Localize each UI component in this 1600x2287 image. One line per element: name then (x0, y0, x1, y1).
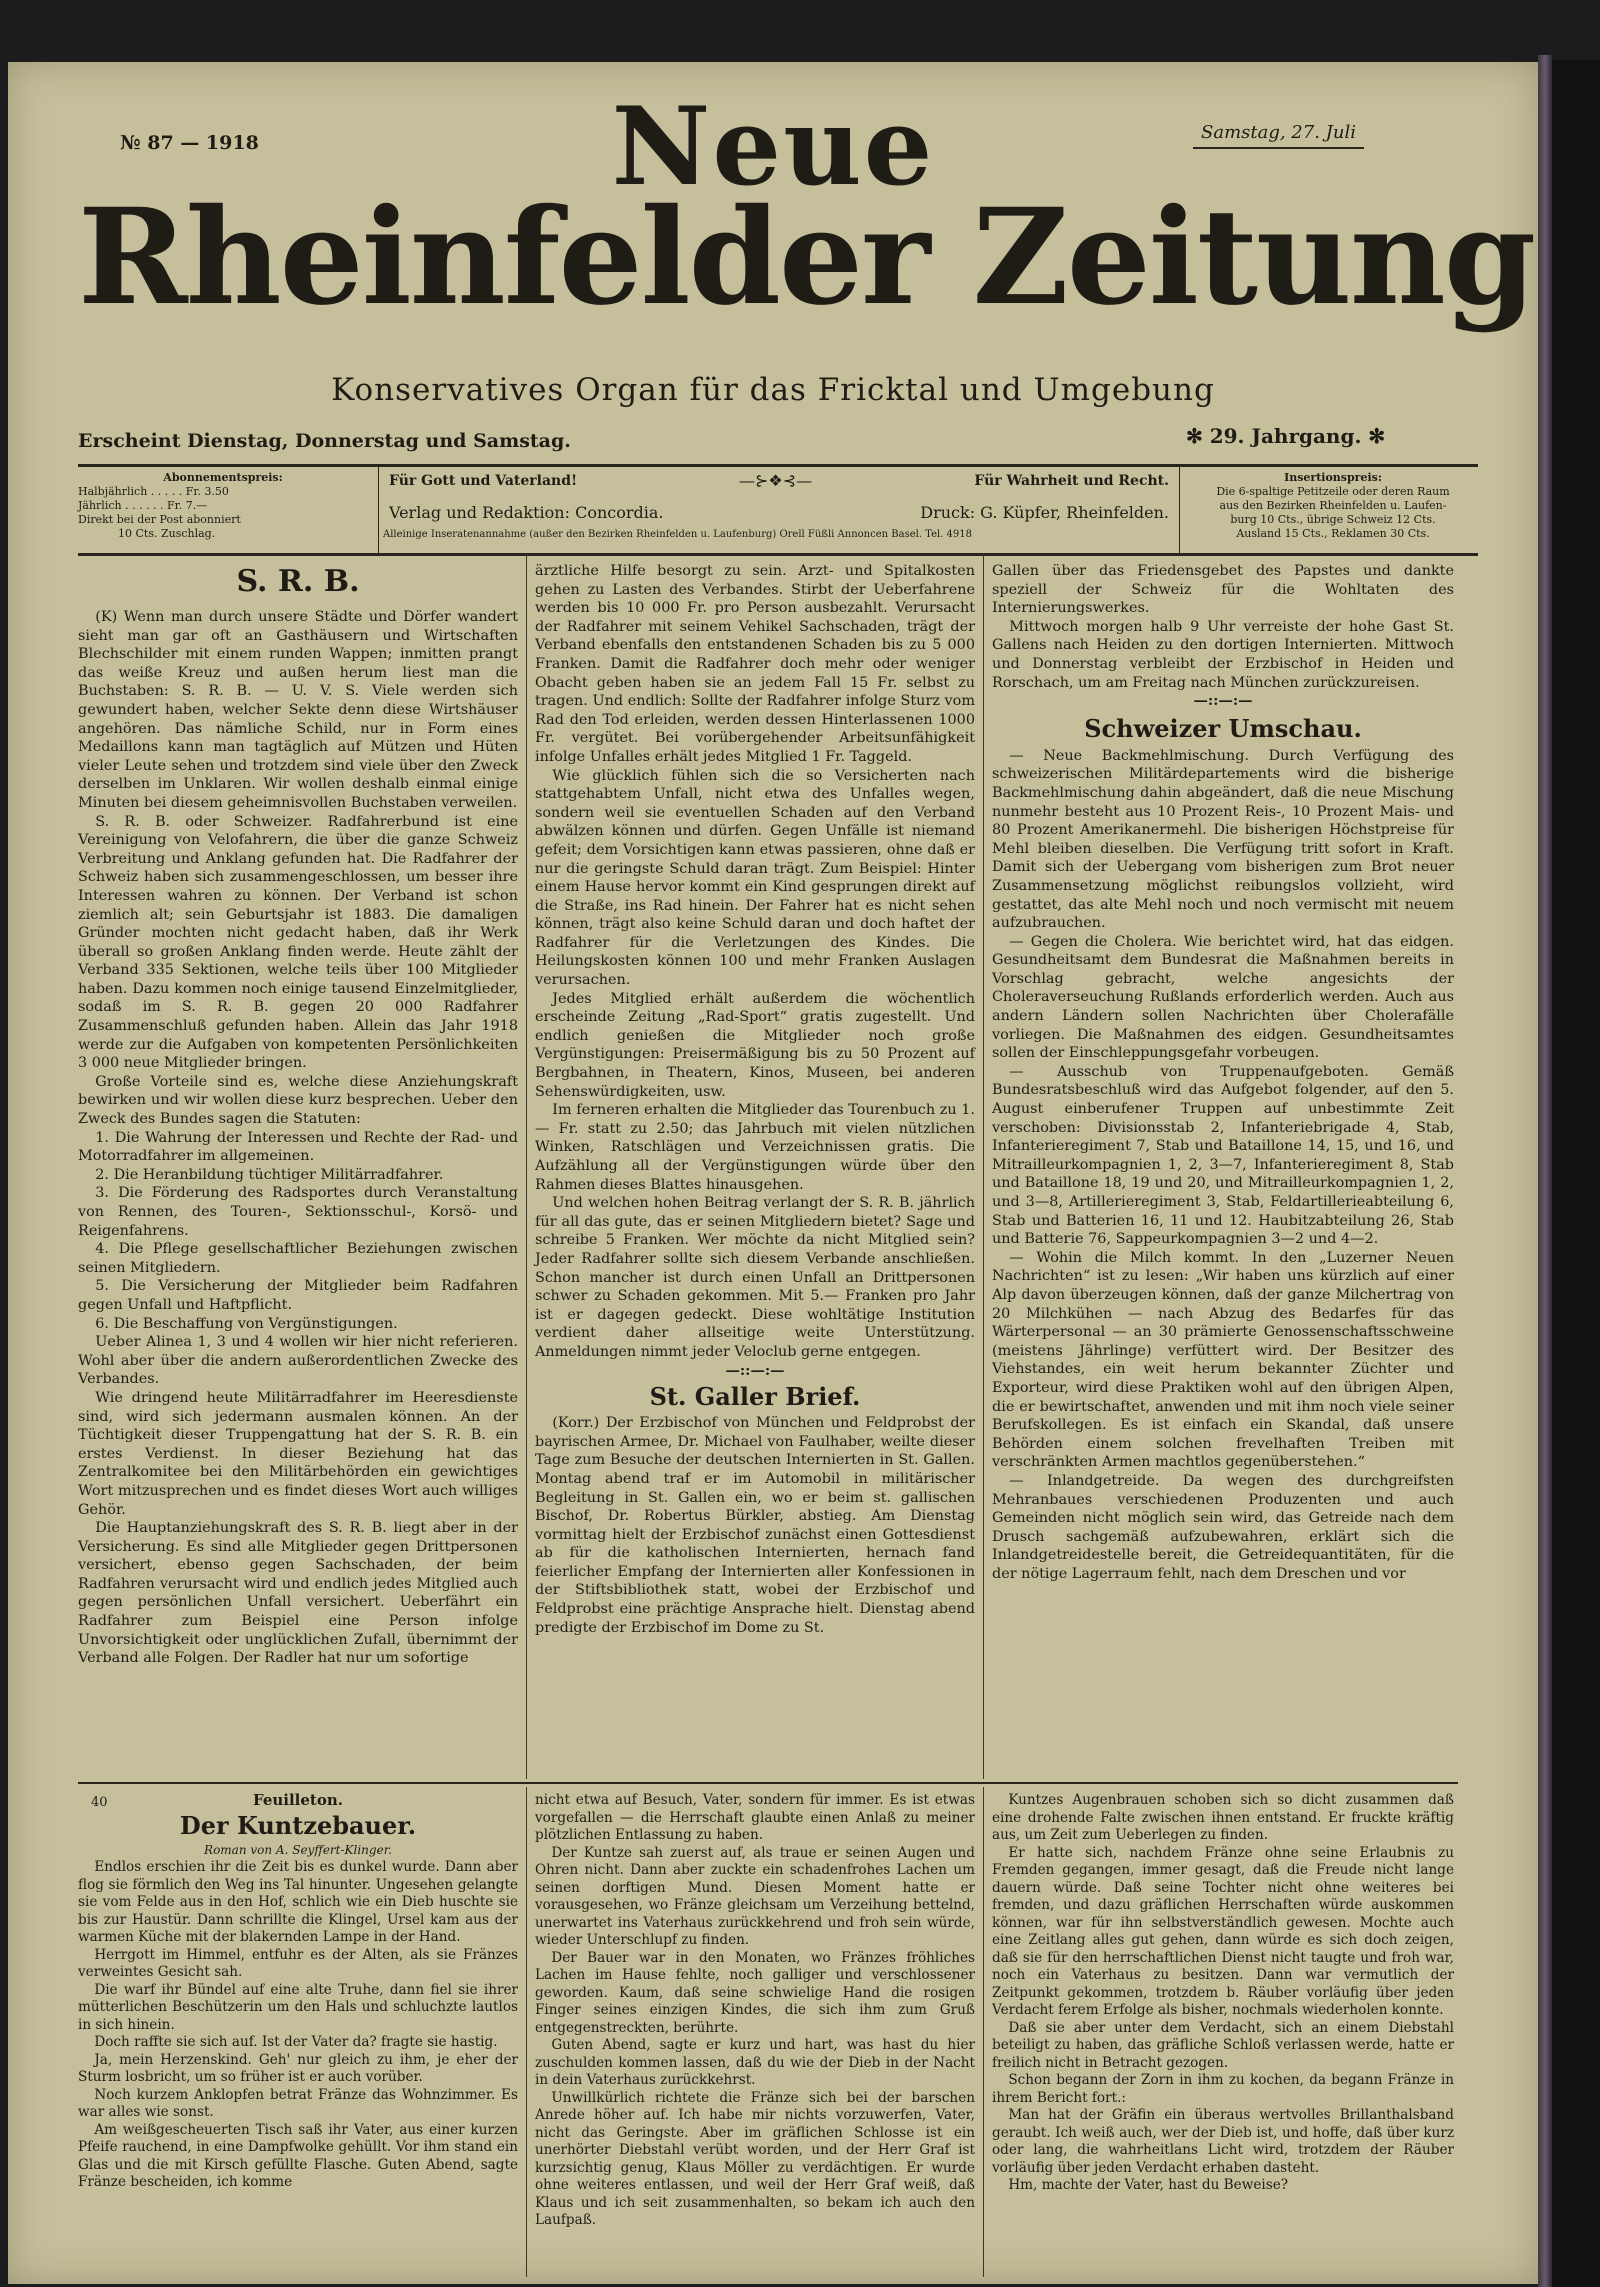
paragraph: Guten Abend, sagte er kurz und hart, was hast du hier zuschulden kommen lassen, daß du wie der Dieb in der Nacht in dein Vaterhaus zurückkehrst. (535, 2037, 975, 2088)
paragraph: Am weißgescheuerten Tisch saß ihr Vater, aus einer kurzen Pfeife rauchend, in eine Dampfwolke gehüllt. Vor ihm stand ein Glas und die mit Kirsch gefüllte Flasche. Guten Abend, sagte Fränze bescheiden, ich komme (78, 2121, 518, 2190)
subscription-prices (78, 471, 368, 541)
ad-price-line: aus den Bezirken Rheinfelden u. Laufen- (1219, 499, 1447, 512)
printer: Druck: G. Küpfer, Rheinfelden. (920, 503, 1169, 522)
paragraph: Er hatte sich, nachdem Fränze ohne seine Erlaubnis zu Fremden gegangen, immer gesagt, daß die Freude nicht lange dauern würde. Daß seine Tochter nicht ohne weiteres bei fremden, und dazu gräflichen Herrschaften würde auskommen können, war für ihn selbstverständlich gewesen. Mochte auch eine Zeitlang alles gut gehen, dann würde es sich doch zeigen, daß sie für den herrschaftlichen Dienst nicht taugte und froh war, noch ein Vaterhaus zu besitzen. Dann war vermutlich der Zeitpunkt gekommen, trotzdem b. Räuber vorläufig über jeden Verdacht ferem Erfolge als bisher, nochmals wiederholen konnte. (992, 1844, 1454, 2018)
abo-line: 10 Cts. Zuschlag. (118, 527, 216, 540)
paragraph: Ueber Alinea 1, 3 und 4 wollen wir hier nicht referieren. Wohl aber über die andern außerordentlichen Zwecke des Verbandes. (78, 1334, 518, 1388)
paragraph: Endlos erschien ihr die Zeit bis es dunkel wurde. Dann aber flog sie förmlich den Weg ins Tal hinunter. Ungesehen gelangte sie vom Felde aus in den Hof, schlich wie ein Dieb huschte sie bis zur Haustür. Dann schrillte die Klingel, Ursel kam aus der warmen Küche mit der blakernden Lampe in der Hand. (78, 1859, 518, 1945)
ad-acceptance: Alleinige Inseratenannahme (außer den Bezirken Rheinfelden u. Laufenburg) Orell Füßli Annoncen Basel. Tel. 4918 (383, 529, 972, 540)
motto-left: Für Gott und Vaterland! (389, 473, 578, 489)
column-divider (983, 554, 984, 1779)
paragraph: Schon begann der Zorn in ihm zu kochen, da begann Fränze in ihrem Bericht fort.: (992, 2072, 1454, 2106)
paragraph: — Gegen die Cholera. Wie berichtet wird, hat das eidgen. Gesundheitsamt dem Bundesrat die Maßnahmen bereits in Vorschlag gebracht, welche angesichts der Choleraverseuchung Rußlands erforderlich werden. Auch aus andern Ländern sollen Nachrichten über Cholerafälle vorliegen. Die Maßnahmen des eidgen. Gesundheitsamtes sollen der Einschleppungsgefahr vorbeugen. (992, 933, 1454, 1062)
volume-year: ✻ 29. Jahrgang. ✻ (1186, 424, 1386, 448)
ad-price-title: Insertionspreis: (1284, 471, 1382, 484)
paragraph: Die Hauptanziehungskraft des S. R. B. liegt aber in der Versicherung. Es sind alle Mitglieder gegen Drittpersonen versichert, ebenso gegen Sachschaden, der beim Radfahren verursacht wird und endlich jedes Mitglied auch gegen persönlichen Unfall versichert. Ueberfährt ein Radfahrer zum Beispiel eine Person infolge Unvorsichtigkeit oder unglücklichen Zufall, übernimmt der Verband alle Folgen. Der Radler hat nur um sofortige (78, 1520, 518, 1667)
paragraph: 1. Die Wahrung der Interessen und Rechte der Rad- und Motorradfahrer im allgemeinen. (78, 1129, 518, 1165)
page-number: 40 (91, 1795, 108, 1810)
paragraph: 6. Die Beschaffung von Vergünstigungen. (95, 1315, 398, 1332)
feuilleton-column-3 (992, 1792, 1454, 2195)
publication-days: Erscheint Dienstag, Donnerstag und Samstag. (78, 430, 571, 452)
paragraph: Mittwoch morgen halb 9 Uhr verreiste der hohe Gast St. Gallens nach Heiden zu den dortigen Internierten. Mittwoch und Donnerstag verbleibt der Erzbischof in Heiden und Rorschach, um am Freitag nach München zurückzureisen. (992, 618, 1454, 691)
paragraph: — Neue Backmehlmischung. Durch Verfügung des schweizerischen Militärdepartements wird die bisherige Backmehlmischung dahin abgeändert, daß die neue Mischung nunmehr besteht aus 10 Prozent Reis-, 10 Prozent Mais- und 80 Prozent Amerikanermehl. Die bisherigen Höchstpreise für Mehl bleiben dieselben. Die Verfügung tritt sofort in Kraft. Damit sich der Uebergang vom bisherigen zum Brot neuer Zusammensetzung möglichst reibungslos vollzieht, wird gestattet, das alte Mehl noch und noch vermischt mit neuem aufzubrauchen. (992, 747, 1454, 932)
paragraph: Im ferneren erhalten die Mitglieder das Tourenbuch zu 1.— Fr. statt zu 2.50; das Jahrbuch mit vielen nützlichen Winken, Ratschlägen und Verzeichnissen gratis. Die Aufzählung all der Vergünstigungen würde über den Rahmen dieses Blattes hinausgehen. (535, 1102, 975, 1193)
st-galler-heading: St. Galler Brief. (649, 1382, 861, 1412)
feuilleton-column-2 (535, 1792, 975, 2230)
publisher: Verlag und Redaktion: Concordia. (389, 503, 664, 522)
paragraph: — Wohin die Milch kommt. In den „Luzerner Neuen Nachrichten“ ist zu lesen: „Wir haben uns kürzlich auf einer Alp davon überzeugen können, daß der ganze Milchertrag von 20 Milchkühen — nach Abzug des Bedarfes für das Wärterpersonal — an 30 prämierte Genossenschaftsschweine (meistens Jährlinge) verfüttert wird. Der Besitzer des Viehstandes, ein weit herum bekannter Züchter und Exporteur, wird diese Praktiken wohl auf den übrigen Alpen, die er bewirtschaftet, anwenden und mit ihm noch viele seiner Berufskollegen. Es ist einfach ein Skandal, daß unsere Behörden einem solchen frevelhaften Treiben mit verschränkten Armen machtlos gegenüberstehen.“ (992, 1249, 1454, 1471)
paragraph: Gallen über das Friedensgebet des Papstes und dankte speziell der Schweiz für die Wohltaten des Internierungswerkes. (992, 563, 1454, 617)
paragraph: ärztliche Hilfe besorgt zu sein. Arzt- und Spitalkosten gehen zu Lasten des Verbandes. Stirbt der Ueberfahrene werden bis 10 000 Fr. pro Person ausbezahlt. Verursacht der Radfahrer mit seinem Vehikel Sachschaden, trägt der Verband ebenfalls den entstandenen Schaden bis zu 5 000 Franken. Damit die Radfahrer doch mehr oder weniger Obacht geben haben sie an jedem Fall 15 Fr. selbst zu tragen. Und endlich: Sollte der Radfahrer infolge Sturz vom Rad den Tod erleiden, werden dessen Hinterlassenen 1000 Fr. vergütet. Bei vorübergehender Arbeitsunfähigkeit infolge Unfalles erhält jedes Mitglied 1 Fr. Taggeld. (535, 563, 975, 765)
paragraph: S. R. B. oder Schweizer. Radfahrerbund ist eine Vereinigung von Velofahrern, die über die ganze Schweiz Verbreitung und Anklang gefunden hat. Die Radfahrer der Schweiz haben sich zusammengeschlossen, um besser ihre Interessen wahren zu können. Der Verband ist schon ziemlich alt; sein Geburtsjahr ist 1883. Die damaligen Gründer mochten nicht gedacht haben, daß ihr Werk überall so großen Anklang finden werde. Heute zählt der Verband 335 Sektionen, welche teils über 100 Mitglieder haben. Dazu kommen noch einige tausend Einzelmitglieder, sodaß im S. R. B. gegen 20 000 Radfahrer Zusammenschluß gefunden haben. Allein das Jahr 1918 werde zur die Aufgaben von kompetenten Persönlichkeiten 3 000 neue Mitglieder bringen. (78, 813, 518, 1072)
paragraph: Unwillkürlich richtete die Fränze sich bei der barschen Anrede höher auf. Ich habe mir nichts vorzuwerfen, Vater, nicht das Geringste. Aber im gräflichen Schlosse ist ein unerhörter Diebstahl verübt worden, und der Herr Graf ist kurzsichtig genug, Klaus Möller zu verdächtigen. Er wurde ohne weiteres entlassen, und weil der Herr Graf weiß, daß Klaus und ich seit zusammenhalten, so bekam ich auch den Laufpaß. (535, 2089, 975, 2228)
newspaper-page (8, 62, 1538, 2284)
paragraph: Jedes Mitglied erhält außerdem die wöchentlich erscheinde Zeitung „Rad-Sport“ gratis zugestellt. Und endlich genießen die Mitglieder noch große Vergünstigungen: Preisermäßigung bis zu 50 Prozent auf Bergbahnen, in Theatern, Kinos, Museen, bei anderen Sehenswürdigkeiten, usw. (535, 990, 975, 1100)
column-divider (526, 554, 527, 1779)
ornament: —⊱❖⊰— (739, 471, 813, 490)
abo-line: Direkt bei der Post abonniert (78, 513, 241, 526)
paragraph: — Ausschub von Truppenaufgeboten. Gemäß Bundesratsbeschluß wird das Aufgebot folgender, auf den 5. August einberufener Truppen auf unbestimmte Zeit verschoben: Divisionsstab 2, Infanteriebrigade 4, Stab, Infanterieregiment 7, Stab und Bataillone 14, 15, und 16, und Mitrailleurkompagnien 1, 2, 3—7, Infanterieregiment 8, Stab und Bataillone 18, 19 und 20, und Mitrailleurkompagnien 1, 2, und 3—8, Artillerieregiment 3, Stab, Feldartillerieabteilung 6, Stab und Batterien 16, 11 und 12. Haubitzabteilung 26, Stab und Batterie 76, Sappeurkompagnien 3—2 und 4—2. (992, 1063, 1454, 1248)
paragraph: (Korr.) Der Erzbischof von München und Feldprobst der bayrischen Armee, Dr. Michael von Faulhaber, weilte dieser Tage zum Besuche der deutschen Internierten in St. Gallen. Montag abend traf er im Automobil in militärischer Begleitung in St. Gallen ein, wo er beim st. gallischen Bischof, Dr. Robertus Bürkler, abstieg. Am Dienstag vormittag hielt der Erzbischof zunächst einen Gottesdienst ab für die katholischen Internierten, hernach fand feierlicher Empfang der Internierten aller Konfessionen in der Stiftsbibliothek statt, wobei der Erzbischof und Feldprobst eine prächtige Ansprache hielt. Dienstag abend predigte der Erzbischof im Dome zu St. (535, 1415, 975, 1636)
separator: —::—:— (1193, 692, 1253, 710)
feuilleton-rule (78, 1782, 1458, 1784)
motto-right: Für Wahrheit und Recht. (974, 473, 1169, 489)
issue-number: № 87 — 1918 (120, 132, 259, 154)
paragraph: 4. Die Pflege gesellschaftlicher Beziehungen zwischen seinen Mitgliedern. (78, 1241, 518, 1276)
separator: —::—:— (725, 1361, 785, 1379)
article-heading: S. R. B. (236, 564, 360, 599)
paragraph: Daß sie aber unter dem Verdacht, sich an einem Diebstahl beteiligt zu haben, das gräfliche Schloß verlassen werde, hatte er freilich nicht in Betracht gezogen. (992, 2019, 1454, 2071)
book-spine (1552, 60, 1600, 2287)
feuilleton-column-1 (78, 1792, 518, 2192)
paragraph: Und welchen hohen Beitrag verlangt der S. R. B. jährlich für all das gute, das er seinen Mitgliedern bietet? Sage und schreibe 5 Franken. Wer möchte da nicht Mitglied sein? Jeder Radfahrer sollte sich diesem Verbande anschließen. Schon mancher ist durch einen Unfall an Drittpersonen schwer zu Schaden gekommen. Mit 5.— Franken pro Jahr ist er dagegen gedeckt. Diese wohltätige Institution verdient daher allseitige weite Unterstützung. Anmeldungen nimmt jeder Veloclub gerne entgegen. (535, 1195, 975, 1360)
paragraph: Der Kuntze sah zuerst auf, als traue er seinen Augen und Ohren nicht. Dann aber zuckte ein schadenfrohes Lachen um seinen dorftigen Mund. Diesen Moment hatte er vorausgesehen, wo Fränze gleichsam um Verzeihung bettelnd, unerwartet ins Vaterhaus zurückkehrend und froh sein würde, wieder Unterschlupf zu finden. (535, 1844, 975, 1948)
ad-price-line: Die 6-spaltige Petitzeile oder deren Raum (1216, 485, 1450, 498)
paragraph: — Inlandgetreide. Da wegen des durchgreifsten Mehranbaues verschiedenen Produzenten und auch Gemeinden nicht möglich sein wird, das Getreide nach dem Drusch sachgemäß aufzubewahren, erklärt sich die Inlandgetreidestelle bereit, die Getreidequantitäten, für die der nötige Lagerraum fehlt, nach dem Dreschen und vor (992, 1472, 1454, 1582)
masthead-title: Rheinfelder Zeitung (78, 180, 1535, 335)
book-binding (1538, 55, 1552, 2287)
issue-date: Samstag, 27. Juli (1193, 122, 1364, 149)
abo-title: Abonnementspreis: (163, 471, 283, 484)
column-divider (983, 1787, 984, 2277)
paragraph: Man hat der Gräfin ein überaus wertvolles Brillanthalsband geraubt. Ich weiß auch, wer der Dieb ist, und hoffe, daß über kurz oder lang, die wahrheitlans Licht wird, trotzdem der Räuber vorläufig über jeden Verdacht erhaben dasteht. (992, 2107, 1454, 2176)
paragraph: Hm, machte der Vater, hast du Beweise? (1008, 2177, 1289, 2193)
masthead-subtitle: Konservatives Organ für das Fricktal und Umgebung (331, 372, 1215, 408)
ad-prices (1188, 471, 1478, 541)
paragraph: Die warf ihr Bündel auf eine alte Truhe, dann fiel sie ihrer mütterlichen Beschützerin um den Hals und schluchzte lautlos in sich hinein. (78, 1981, 518, 2033)
masthead-top: Neue (611, 84, 935, 210)
paragraph: Der Bauer war in den Monaten, wo Fränzes fröhliches Lachen im Hause fehlte, noch galliger und verschlossener geworden. Kaum, daß seine schwielige Hand die rosigen Finger seines einzigen Kindes, die sich ihm zum Gruß entgegenstreckten, berührte. (535, 1949, 975, 2036)
paragraph: Ja, mein Herzenskind. Geh' nur gleich zu ihm, je eher der Sturm losbricht, um so früher ist er auch vorüber. (78, 2051, 518, 2085)
paragraph: 2. Die Heranbildung tüchtiger Militärradfahrer. (95, 1166, 444, 1183)
article-srb (78, 562, 518, 1668)
paragraph: 5. Die Versicherung der Mitglieder beim Radfahren gegen Unfall und Haftpflicht. (78, 1278, 518, 1313)
paragraph: Wie dringend heute Militärradfahrer im Heeresdienste sind, wird sich jedermann ausmalen können. An der Tüchtigkeit dieser Truppengattung hat der S. R. B. ein erstes Verdienst. In dieser Beziehung hat das Zentralkomitee bei den Militärbehörden ein gewichtiges Wort mitzusprechen und es findet dieses Wort auch williges Gehör. (78, 1389, 518, 1518)
ad-price-line: Ausland 15 Cts., Reklamen 30 Cts. (1236, 527, 1430, 540)
paragraph: (K) Wenn man durch unsere Städte und Dörfer wandert sieht man gar oft an Gasthäusern und Wirtschaften Blechschilder mit einem runden Wappen; inmitten prangt das weiße Kreuz und außen herum liest man die Buchstaben: S. R. B. — U. V. S. Viele werden sich gewundert haben, welcher Sekte denn diese Wirtshäuser angehören. Das nämliche Schild, nur in Form eines Medaillons kann man tagtäglich auf Mützen und Hüten vieler Leute sehen und trotzdem sind viele über den Zweck derselben im Unklaren. Wir wollen deshalb einmal einige Minuten bei diesem geheimnisvollen Buchstaben verweilen. (78, 609, 518, 811)
ad-price-line: burg 10 Cts., übrige Schweiz 12 Cts. (1230, 513, 1436, 526)
novel-title: Der Kuntzebauer. (179, 1810, 417, 1840)
info-bar (78, 464, 1478, 556)
paragraph: Herrgott im Himmel, entfuhr es der Alten, als sie Fränzes verweintes Gesicht sah. (78, 1946, 518, 1980)
article-srb-continued (535, 562, 975, 1637)
publisher-info (378, 467, 1180, 553)
abo-line: Halbjährlich . . . . . Fr. 3.50 (78, 485, 229, 498)
column-divider (526, 1787, 527, 2277)
paragraph: Kuntzes Augenbrauen schoben sich so dicht zusammen daß eine drohende Falte zwischen ihnen entstand. Er fruckte kräftig aus, um Zeit zum Ueberlegen zu finden. (992, 1792, 1454, 1843)
novel-author: Roman von A. Seyffert-Klinger. (204, 1842, 392, 1857)
abo-line: Jährlich . . . . . . Fr. 7.— (78, 499, 208, 512)
umschau-heading: Schweizer Umschau. (1084, 713, 1362, 743)
paragraph: nicht etwa auf Besuch, Vater, sondern für immer. Es ist etwas vorgefallen — die Herrschaft glaubte einen Anlaß zu meiner plötzlichen Entlassung zu haben. (535, 1792, 975, 1843)
paragraph: Noch kurzem Anklopfen betrat Fränze das Wohnzimmer. Es war alles wie sonst. (78, 2086, 518, 2120)
paragraph: Wie glücklich fühlen sich die so Versicherten nach stattgehabtem Unfall, nicht etwa des Unfalles wegen, sondern weil sie eventuellen Schaden auf den Verband abwälzen können und dürfen. Gegen Unfälle ist niemand gefeit; dem Vorsichtigen kann etwas passieren, ohne daß er nur die geringste Schuld daran trägt. Zum Beispiel: Hinter einem Hause hervor kommt ein Kind gesprungen direkt auf die Straße, ins Rad hinein. Der Fahrer hat es nicht sehen können, trägt also keine Schuld daran und doch haftet der Radfahrer für die Verletzungen des Kindes. Die Heilungskosten können 100 und mehr Franken Auslagen verursachen. (535, 767, 975, 989)
paragraph: 3. Die Förderung des Radsportes durch Veranstaltung von Rennen, des Touren-, Sektionsschul-, Korsö- und Reigenfahrens. (78, 1185, 518, 1239)
paragraph: Doch raffte sie sich auf. Ist der Vater da? fragte sie hastig. (94, 2034, 498, 2050)
article-schweizer-umschau (992, 562, 1454, 1583)
paragraph: Große Vorteile sind es, welche diese Anziehungskraft bewirken und wir wollen diese kurz besprechen. Ueber den Zweck des Bundes sagen die Statuten: (78, 1073, 518, 1128)
feuilleton-label: Feuilleton. (253, 1791, 343, 1809)
